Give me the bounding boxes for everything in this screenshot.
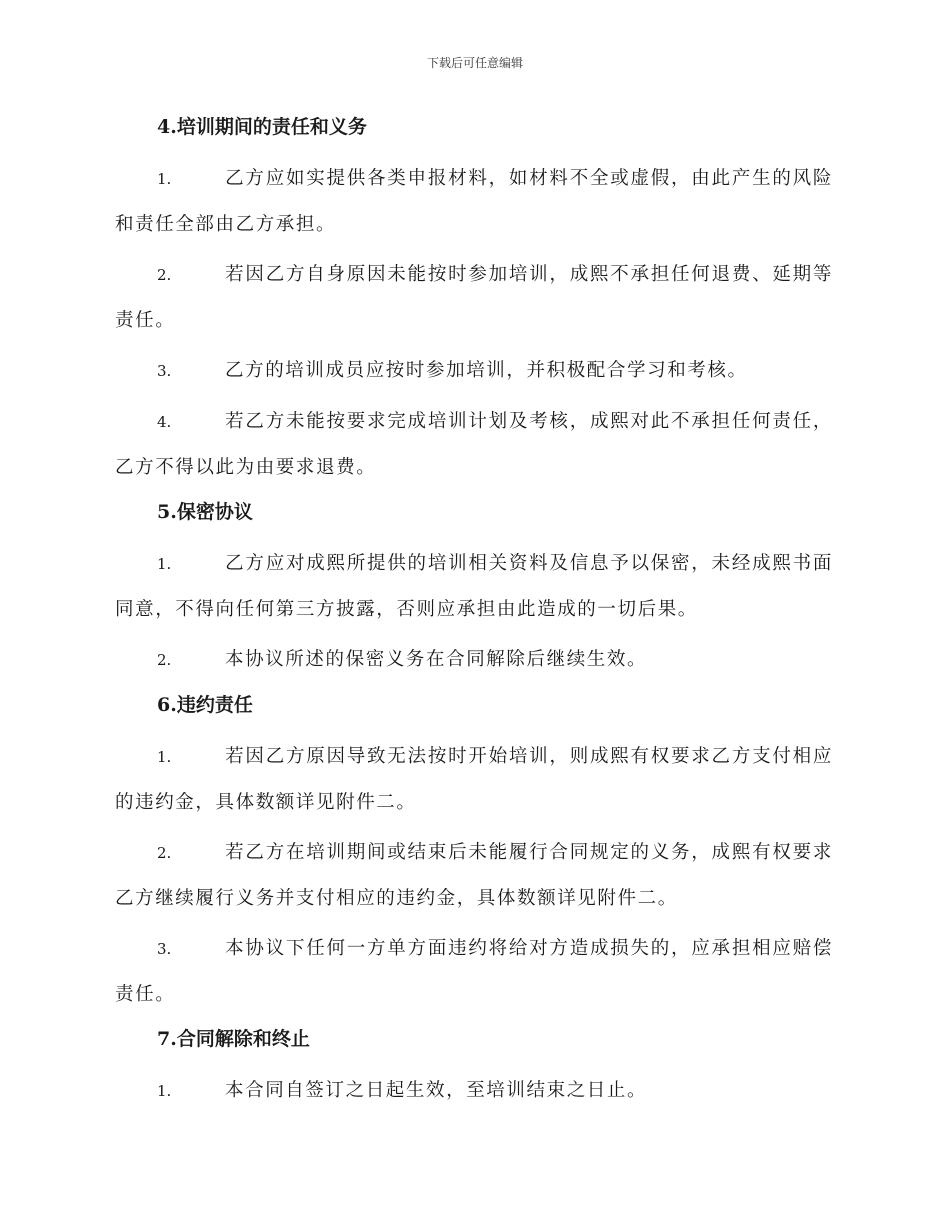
section-heading: 4.培训期间的责任和义务 (157, 116, 367, 138)
page-header: 下载后可任意编辑 (426, 56, 523, 70)
clause-number: 1. (157, 1082, 172, 1100)
clause-number: 3. (157, 940, 172, 958)
section-heading: 6.违约责任 (157, 694, 253, 716)
clause-number: 1. (157, 748, 172, 766)
clause-number: 2. (157, 651, 172, 669)
clause (115, 348, 833, 394)
clause-text: 若乙方未能按要求完成培训计划及考核，成熙对此不承担任何责任，乙方不得以此为由要求退费。 (115, 411, 833, 478)
section-heading: 5.保密协议 (157, 501, 253, 523)
clause (115, 830, 833, 921)
clause (115, 541, 833, 632)
section-heading: 7.合同解除和终止 (157, 1028, 310, 1050)
clause-number: 3. (157, 362, 172, 380)
clause-number: 1. (157, 555, 172, 573)
clause-number: 4. (157, 413, 172, 431)
clause (115, 399, 833, 490)
clause (115, 734, 833, 825)
clause-text: 若因乙方自身原因未能按时参加培训，成熙不承担任何退费、延期等责任。 (115, 264, 833, 331)
clause-text: 乙方应如实提供各类申报材料，如材料不全或虚假，由此产生的风险和责任全部由乙方承担。 (115, 168, 833, 235)
clause (115, 156, 833, 247)
clause-number: 2. (157, 266, 172, 284)
clause (115, 1068, 833, 1114)
clause-text: 本协议所述的保密义务在合同解除后继续生效。 (225, 649, 648, 670)
clause-number: 1. (157, 170, 172, 188)
clause (115, 637, 833, 683)
clause-text: 本协议下任何一方单方面违约将给对方造成损失的，应承担相应赔偿责任。 (115, 938, 833, 1005)
clause-number: 2. (157, 844, 172, 862)
clause (115, 926, 833, 1017)
document-body (115, 110, 833, 1119)
clause-text: 本合同自签订之日起生效，至培训结束之日止。 (225, 1080, 648, 1101)
clause-text: 乙方应对成熙所提供的培训相关资料及信息予以保密，未经成熙书面同意，不得向任何第三方披露，否则应承担由此造成的一切后果。 (115, 553, 833, 620)
clause (115, 252, 833, 343)
clause-text: 若乙方在培训期间或结束后未能履行合同规定的义务，成熙有权要求乙方继续履行义务并支付相应的违约金，具体数额详见附件二。 (115, 842, 833, 909)
clause-text: 乙方的培训成员应按时参加培训，并积极配合学习和考核。 (225, 360, 748, 381)
clause-text: 若因乙方原因导致无法按时开始培训，则成熙有权要求乙方支付相应的违约金，具体数额详见附件二。 (115, 746, 833, 813)
